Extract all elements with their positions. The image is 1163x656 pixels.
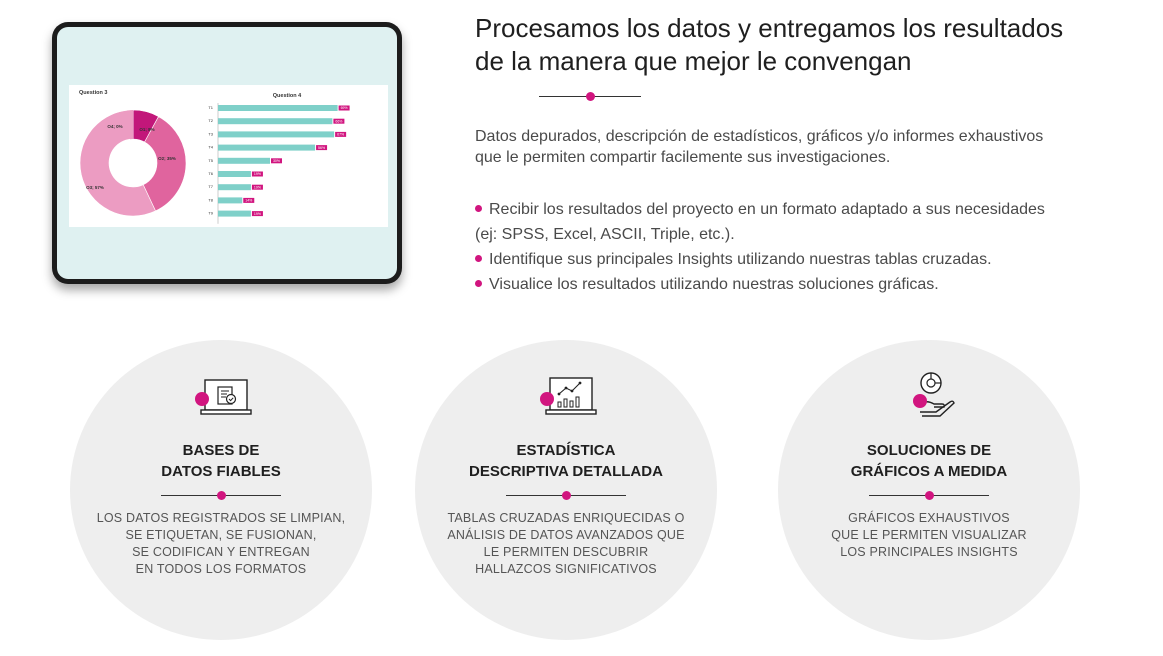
benefits-list	[475, 197, 1155, 297]
bullet-dot-icon	[475, 280, 482, 287]
hand-pie-chart-icon	[894, 372, 964, 422]
bar	[218, 145, 315, 151]
bar-data-label: 56%	[318, 145, 326, 150]
bar	[218, 184, 251, 190]
list-item: Visualice los resultados utilizando nuestras soluciones gráficas.	[475, 272, 1155, 297]
feature-title: ESTADÍSTICA DESCRIPTIVA DETALLADA	[469, 442, 663, 480]
pie-slice-label: O1; 8%	[139, 127, 155, 132]
bar-chart-title: Question 4	[272, 93, 302, 99]
bar	[218, 171, 251, 177]
bar-data-label: 19%	[253, 172, 261, 177]
bullet-dot-icon	[475, 255, 482, 262]
header-divider	[539, 96, 641, 97]
feature-divider	[869, 495, 989, 496]
bar-data-label: 30%	[272, 159, 281, 163]
bar-tick-label: T7	[208, 184, 213, 190]
feature-title: SOLUCIONES DE GRÁFICOS A MEDIDA	[850, 442, 1008, 480]
bar-chart	[208, 103, 349, 224]
divider-dot	[217, 491, 226, 500]
feature-description: LOS DATOS REGISTRADOS SE LIMPIAN, SE ETIQUETAN, SE FUSIONAN, SE CODIFICAN Y ENTREGAN EN TODOS LOS FORMATOS	[96, 511, 346, 576]
tablet-screen	[57, 27, 397, 279]
bar	[218, 105, 338, 111]
bar-tick-label: T5	[208, 157, 213, 163]
intro-line1: Datos depurados, descripción de estadísticos, gráficos y/o informes exhaustivos	[475, 128, 1044, 145]
bar-data-label: 67%	[337, 132, 345, 137]
bar-tick-label: T6	[208, 171, 213, 176]
feature-card-statistics	[415, 340, 717, 640]
bar-tick-label: T2	[208, 118, 213, 124]
feature-divider	[506, 495, 626, 496]
bar	[218, 197, 242, 203]
tablet-mockup	[52, 22, 402, 284]
bar-data-label: 19%	[253, 211, 261, 216]
bullet-dot-icon	[475, 205, 482, 212]
pie-chart	[80, 110, 186, 216]
bar-data-label: 66%	[335, 119, 343, 124]
bar-data-label: 19%	[253, 185, 261, 190]
divider-dot	[925, 491, 934, 500]
pie-chart-title: Question 3	[79, 90, 108, 96]
bar-data-label: 14%	[245, 198, 253, 203]
bar-data-label: 69%	[340, 106, 348, 111]
pie-slice-label: O2; 35%	[158, 156, 176, 161]
pie-slice-label: O3; 57%	[86, 185, 104, 190]
database-search-icon	[186, 372, 256, 422]
feature-title: BASES DE DATOS FIABLES	[161, 442, 281, 480]
bar-tick-label: T4	[208, 144, 213, 150]
page-title-line2: de la manera que mejor le convengan	[475, 46, 912, 76]
bar	[218, 158, 270, 164]
bar	[218, 211, 251, 217]
divider-dot	[562, 491, 571, 500]
feature-card-charts	[778, 340, 1080, 640]
bar-tick-label: T3	[208, 131, 213, 137]
bar-tick-label: T9	[208, 210, 213, 216]
bar-tick-label: T8	[208, 197, 213, 203]
feature-description: TABLAS CRUZADAS ENRIQUECIDAS O ANÁLISIS DE DATOS AVANZADOS QUE LE PERMITEN DESCUBRIR HALLAZCOS SIGNIFICATIVOS	[447, 511, 685, 576]
bar	[218, 118, 332, 124]
list-item: (ej: SPSS, Excel, ASCII, Triple, etc.).	[475, 226, 735, 243]
intro-text	[475, 126, 1155, 168]
chart-monitor-icon	[531, 372, 601, 422]
page-title	[475, 12, 1155, 78]
list-item: Recibir los resultados del proyecto en un formato adaptado a sus necesidades	[475, 197, 1155, 222]
intro-line2: que le permiten compartir facilemente sus investigaciones.	[475, 149, 891, 166]
bar-tick-label: T1	[208, 105, 213, 110]
pie-slice-label: O4; 0%	[107, 124, 123, 129]
bar	[218, 131, 334, 137]
charts-svg	[69, 85, 388, 227]
list-item: Identifique sus principales Insights utilizando nuestras tablas cruzadas.	[475, 247, 1155, 272]
chart-sheet	[69, 85, 388, 227]
page-title-line1: Procesamos los datos y entregamos los resultados	[475, 13, 1064, 43]
feature-divider	[161, 495, 281, 496]
feature-card-databases	[70, 340, 372, 640]
feature-description: GRÁFICOS EXHAUSTIVOS QUE LE PERMITEN VISUALIZAR LOS PRINCIPALES INSIGHTS	[831, 511, 1027, 559]
divider-dot	[586, 92, 595, 101]
